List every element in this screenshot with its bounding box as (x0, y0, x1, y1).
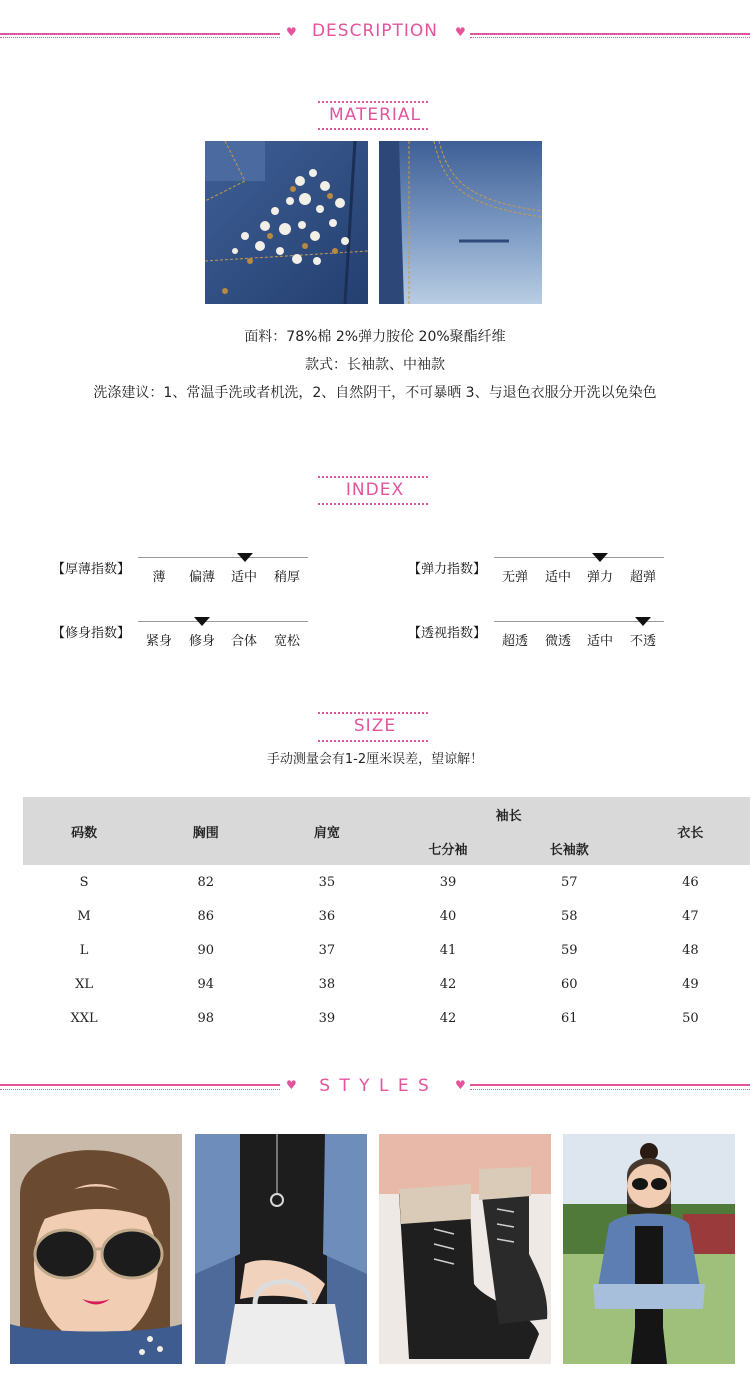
table-row (23, 933, 750, 967)
index-elasticity-label: 【弹力指数】 (408, 562, 487, 577)
index-elasticity-option: 无弹 (501, 570, 528, 585)
index-transparency-option: 不透 (629, 634, 656, 649)
index-elasticity-option: 适中 (544, 570, 571, 585)
size-header-length: 衣长 (630, 797, 750, 865)
index-fit-marker (194, 617, 210, 626)
style-photo-boots (379, 1134, 551, 1364)
index-thickness-option: 偏薄 (188, 570, 215, 585)
size-cell-chest: 98 (197, 1010, 215, 1026)
index-transparency-option: 超透 (501, 634, 528, 649)
table-row (23, 899, 750, 933)
description-banner-line-right (470, 33, 750, 35)
index-title-dots-top (318, 476, 428, 478)
size-cell-chest: 94 (197, 976, 215, 992)
index-transparency-option: 适中 (586, 634, 613, 649)
size-cell-code: XL (75, 976, 94, 992)
table-row (23, 865, 750, 899)
index-title-dots-bottom (318, 503, 428, 505)
size-cell-chest: 90 (197, 942, 215, 958)
styles-banner-dots-right (470, 1089, 750, 1090)
index-fit-label: 【修身指数】 (52, 626, 131, 641)
size-cell-shoulder: 36 (318, 908, 336, 924)
heart-icon: ♥ (286, 1078, 297, 1092)
size-cell-chest: 82 (197, 874, 215, 890)
index-thickness-line (138, 557, 308, 558)
size-cell-chest: 86 (197, 908, 215, 924)
index-fit-option: 修身 (188, 634, 215, 649)
index-thickness-marker (237, 553, 253, 562)
index-fit-option: 宽松 (273, 634, 300, 649)
table-row (23, 1001, 750, 1035)
material-fabric-line: 面料：78%棉 2%弹力胺伦 20%聚酯纤维 (244, 329, 506, 345)
style-photo-sunglasses-portrait (10, 1134, 182, 1364)
index-thickness-label: 【厚薄指数】 (52, 562, 131, 577)
index-elasticity-option: 弹力 (586, 570, 613, 585)
size-header-code: 码数 (23, 797, 145, 865)
material-photo-pearls (205, 141, 368, 304)
size-table (23, 797, 750, 1035)
description-banner-dots-left (0, 37, 280, 38)
styles-banner-line-right (470, 1084, 750, 1086)
style-photo-full-outfit (563, 1134, 735, 1364)
size-header-chest: 胸围 (145, 797, 266, 865)
size-cell-code: XXL (70, 1010, 98, 1026)
size-cell-sleeve-long: 60 (560, 976, 578, 992)
size-cell-sleeve-long: 61 (560, 1010, 578, 1026)
size-header-shoulder: 肩宽 (266, 797, 387, 865)
size-title-dots-bottom (318, 740, 428, 742)
size-cell-sleeve-short: 42 (439, 976, 457, 992)
size-header-sleeve-long: 长袖款 (509, 831, 630, 865)
styles-banner-dots-left (0, 1089, 280, 1090)
material-title-dots-bottom (318, 128, 428, 130)
index-thickness-option: 稍厚 (273, 570, 300, 585)
size-cell-shoulder: 38 (318, 976, 336, 992)
styles-banner-line-left (0, 1084, 280, 1086)
material-style-line: 款式：长袖款、中袖款 (305, 357, 445, 373)
index-transparency-label: 【透视指数】 (408, 626, 487, 641)
size-cell-sleeve-long: 57 (560, 874, 578, 890)
size-header-sleeve-short: 七分袖 (387, 831, 508, 865)
description-banner-line-left (0, 33, 280, 35)
index-thickness-option: 适中 (230, 570, 257, 585)
size-cell-sleeve-long: 58 (560, 908, 578, 924)
size-cell-length: 46 (682, 874, 699, 890)
index-transparency-option: 微透 (544, 634, 571, 649)
index-thickness-option: 薄 (152, 570, 166, 585)
index-title: INDEX (345, 480, 405, 500)
size-cell-sleeve-short: 39 (439, 874, 457, 890)
material-title: MATERIAL (328, 105, 422, 125)
description-banner-dots-right (470, 37, 750, 38)
index-elasticity-line (494, 557, 664, 558)
material-washing-line: 洗涤建议：1、常温手洗或者机洗，2、自然阴干，不可暴晒 3、与退色衣服分开洗以免染色 (93, 385, 657, 401)
size-cell-length: 50 (682, 1010, 699, 1026)
index-fit-option: 合体 (230, 634, 257, 649)
index-elasticity-marker (592, 553, 608, 562)
index-fit-line (138, 621, 308, 622)
index-fit-option: 紧身 (145, 634, 172, 649)
heart-icon: ♥ (286, 25, 297, 39)
size-title-dots-top (318, 712, 428, 714)
size-title: SIZE (353, 716, 397, 736)
size-cell-code: M (77, 908, 91, 924)
styles-banner-title: S T Y L E S (319, 1076, 431, 1096)
size-note: 手动测量会有1-2厘米误差，望谅解！ (266, 752, 484, 767)
index-transparency-marker (635, 617, 651, 626)
size-cell-code: S (79, 874, 89, 890)
size-cell-length: 48 (682, 942, 699, 958)
size-cell-sleeve-short: 40 (439, 908, 457, 924)
size-cell-shoulder: 39 (318, 1010, 336, 1026)
size-cell-shoulder: 37 (318, 942, 336, 958)
size-cell-sleeve-long: 59 (560, 942, 578, 958)
heart-icon: ♥ (455, 1078, 466, 1092)
style-photo-hands-bag (195, 1134, 367, 1364)
index-elasticity-option: 超弹 (629, 570, 656, 585)
size-header-sleeve: 袖长 (387, 797, 629, 831)
material-photo-faded-denim (379, 141, 542, 304)
size-cell-length: 49 (682, 976, 699, 992)
size-cell-shoulder: 35 (318, 874, 336, 890)
size-cell-sleeve-short: 41 (439, 942, 457, 958)
description-banner-title: DESCRIPTION (311, 21, 439, 41)
size-cell-sleeve-short: 42 (439, 1010, 457, 1026)
heart-icon: ♥ (455, 25, 466, 39)
size-cell-length: 47 (682, 908, 699, 924)
material-title-dots-top (318, 101, 428, 103)
table-row (23, 967, 750, 1001)
size-cell-code: L (79, 942, 89, 958)
